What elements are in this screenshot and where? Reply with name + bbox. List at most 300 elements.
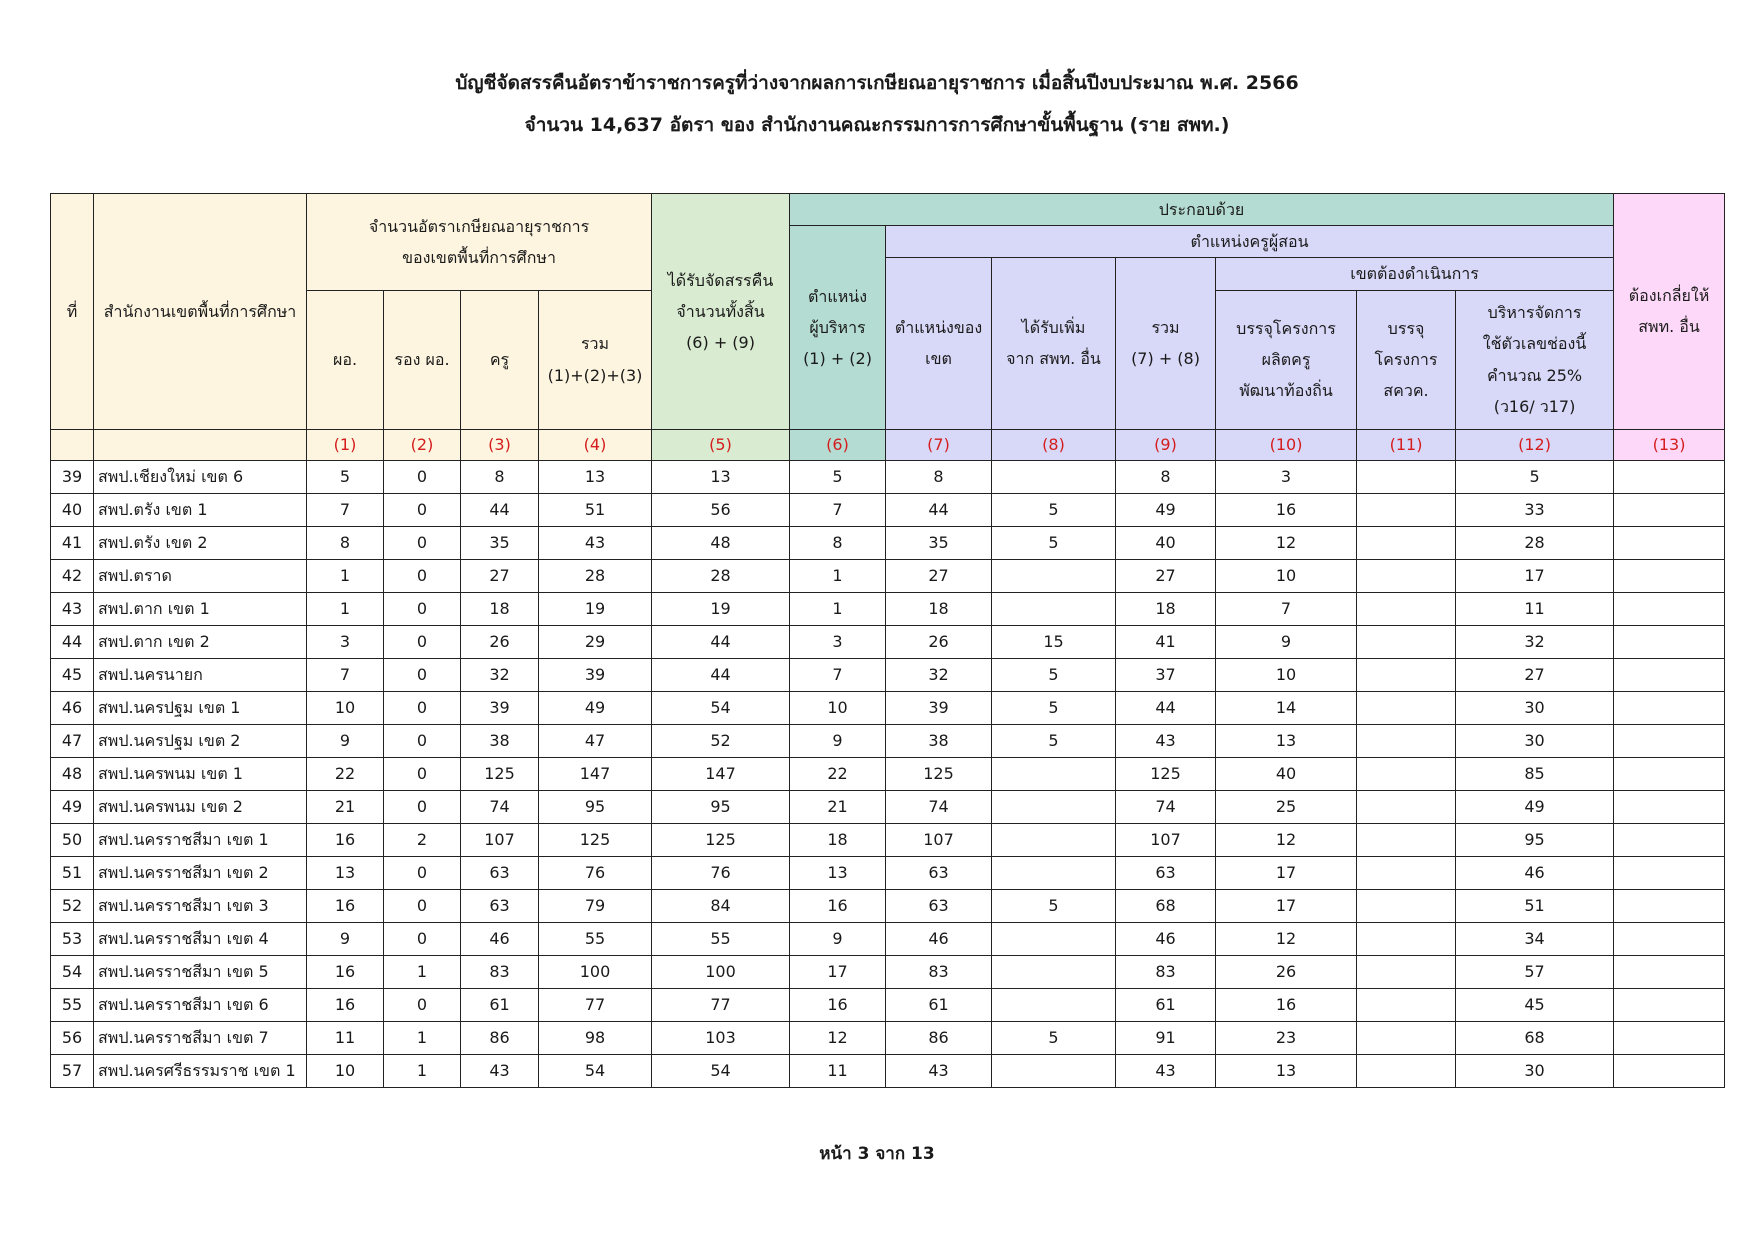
table-row	[51, 493, 1725, 526]
value-cell: 63	[461, 889, 539, 922]
header-deputy: รอง ผอ.	[384, 290, 461, 429]
office-name-cell: สพป.นครราชสีมา เขต 2	[94, 856, 307, 889]
row-number-cell: 50	[51, 823, 94, 856]
value-cell: 86	[886, 1021, 992, 1054]
header-teacher: ครู	[461, 290, 539, 429]
value-cell: 28	[652, 559, 790, 592]
value-cell: 16	[307, 823, 384, 856]
value-cell: 43	[539, 526, 652, 559]
value-cell: 83	[461, 955, 539, 988]
value-cell: 95	[1456, 823, 1614, 856]
col-number: (13)	[1614, 429, 1725, 460]
value-cell: 22	[790, 757, 886, 790]
value-cell: 15	[992, 625, 1116, 658]
value-cell: 9	[307, 922, 384, 955]
value-cell: 13	[539, 460, 652, 493]
value-cell: 125	[461, 757, 539, 790]
value-cell: 10	[790, 691, 886, 724]
value-cell	[1614, 625, 1725, 658]
value-cell: 30	[1456, 1054, 1614, 1087]
header-total-5: ได้รับจัดสรรคืน จำนวนทั้งสิ้น (6) + (9)	[652, 194, 790, 430]
value-cell: 32	[461, 658, 539, 691]
value-cell: 8	[886, 460, 992, 493]
value-cell: 8	[790, 526, 886, 559]
value-cell: 21	[790, 790, 886, 823]
value-cell: 10	[1216, 658, 1357, 691]
table-row	[51, 460, 1725, 493]
value-cell	[992, 790, 1116, 823]
value-cell: 7	[790, 493, 886, 526]
value-cell	[992, 955, 1116, 988]
value-cell	[1357, 526, 1456, 559]
header-admin-6: ตำแหน่ง ผู้บริหาร (1) + (2)	[790, 226, 886, 429]
value-cell: 51	[539, 493, 652, 526]
header-extra-8: ได้รับเพิ่ม จาก สพท. อื่น	[992, 258, 1116, 429]
value-cell: 46	[1456, 856, 1614, 889]
col-number: (4)	[539, 429, 652, 460]
value-cell: 1	[790, 592, 886, 625]
value-cell: 48	[652, 526, 790, 559]
row-number-cell: 56	[51, 1021, 94, 1054]
value-cell: 0	[384, 922, 461, 955]
value-cell: 147	[652, 757, 790, 790]
value-cell: 19	[652, 592, 790, 625]
value-cell	[1357, 790, 1456, 823]
value-cell: 44	[652, 625, 790, 658]
value-cell: 0	[384, 460, 461, 493]
value-cell: 57	[1456, 955, 1614, 988]
value-cell	[1357, 460, 1456, 493]
row-number-cell: 46	[51, 691, 94, 724]
value-cell	[992, 922, 1116, 955]
office-name-cell: สพป.ตราด	[94, 559, 307, 592]
table-row	[51, 922, 1725, 955]
table-row	[51, 658, 1725, 691]
value-cell: 74	[886, 790, 992, 823]
value-cell: 125	[1116, 757, 1216, 790]
value-cell: 9	[307, 724, 384, 757]
value-cell: 13	[790, 856, 886, 889]
value-cell: 54	[539, 1054, 652, 1087]
value-cell: 17	[790, 955, 886, 988]
document-subtitle: จำนวน 14,637 อัตรา ของ สำนักงานคณะกรรมการการศึกษาขั้นพื้นฐาน (ราย สพท.)	[524, 114, 1230, 136]
value-cell: 28	[1456, 526, 1614, 559]
table-row	[51, 559, 1725, 592]
value-cell: 1	[384, 1021, 461, 1054]
value-cell: 19	[539, 592, 652, 625]
value-cell: 16	[307, 988, 384, 1021]
row-number-cell: 41	[51, 526, 94, 559]
value-cell	[1357, 658, 1456, 691]
value-cell: 26	[1216, 955, 1357, 988]
value-cell: 28	[539, 559, 652, 592]
header-col-10: บรรจุโครงการ ผลิตครู พัฒนาท้องถิ่น	[1216, 290, 1357, 429]
value-cell: 16	[307, 889, 384, 922]
table-row	[51, 889, 1725, 922]
value-cell: 5	[992, 889, 1116, 922]
header-col-12: บริหารจัดการ ใช้ตัวเลขช่องนี้ คำนวณ 25% (ว16/ ว17)	[1456, 290, 1614, 429]
value-cell: 68	[1116, 889, 1216, 922]
value-cell: 74	[1116, 790, 1216, 823]
row-number-cell: 39	[51, 460, 94, 493]
col-number: (8)	[992, 429, 1116, 460]
value-cell: 49	[1116, 493, 1216, 526]
value-cell: 27	[461, 559, 539, 592]
value-cell: 8	[307, 526, 384, 559]
value-cell: 11	[1456, 592, 1614, 625]
value-cell: 10	[307, 691, 384, 724]
value-cell: 18	[790, 823, 886, 856]
value-cell: 0	[384, 493, 461, 526]
value-cell	[992, 988, 1116, 1021]
value-cell: 1	[307, 559, 384, 592]
value-cell	[1357, 559, 1456, 592]
header-office: สำนักงานเขตพื้นที่การศึกษา	[94, 194, 307, 430]
value-cell: 3	[1216, 460, 1357, 493]
value-cell	[1614, 988, 1725, 1021]
header-col-13: ต้องเกลี่ยให้ สพท. อื่น	[1614, 194, 1725, 430]
value-cell: 11	[307, 1021, 384, 1054]
value-cell: 54	[652, 1054, 790, 1087]
value-cell: 30	[1456, 691, 1614, 724]
document-title: บัญชีจัดสรรคืนอัตราข้าราชการครูที่ว่างจากผลการเกษียณอายุราชการ เมื่อสิ้นปีงบประมาณ พ.ศ. 2566	[455, 72, 1299, 94]
value-cell: 1	[384, 955, 461, 988]
value-cell: 95	[652, 790, 790, 823]
header-consist: ประกอบด้วย	[790, 194, 1614, 226]
header-must-do: เขตต้องดำเนินการ	[1216, 258, 1614, 290]
office-name-cell: สพป.ตรัง เขต 2	[94, 526, 307, 559]
value-cell: 27	[886, 559, 992, 592]
table-row	[51, 724, 1725, 757]
value-cell: 52	[652, 724, 790, 757]
value-cell: 0	[384, 889, 461, 922]
value-cell: 35	[886, 526, 992, 559]
office-name-cell: สพป.นครราชสีมา เขต 6	[94, 988, 307, 1021]
value-cell: 16	[790, 889, 886, 922]
value-cell: 49	[1456, 790, 1614, 823]
value-cell: 5	[790, 460, 886, 493]
value-cell: 32	[886, 658, 992, 691]
value-cell	[1357, 922, 1456, 955]
value-cell: 0	[384, 988, 461, 1021]
office-name-cell: สพป.ตรัง เขต 1	[94, 493, 307, 526]
value-cell: 85	[1456, 757, 1614, 790]
table-row	[51, 1054, 1725, 1087]
value-cell: 76	[539, 856, 652, 889]
value-cell: 33	[1456, 493, 1614, 526]
value-cell: 17	[1456, 559, 1614, 592]
value-cell: 32	[1456, 625, 1614, 658]
value-cell: 8	[461, 460, 539, 493]
value-cell: 12	[1216, 526, 1357, 559]
row-number-cell: 49	[51, 790, 94, 823]
col-number: (10)	[1216, 429, 1357, 460]
value-cell: 61	[1116, 988, 1216, 1021]
row-number-cell: 42	[51, 559, 94, 592]
office-name-cell: สพป.นครราชสีมา เขต 1	[94, 823, 307, 856]
value-cell: 0	[384, 625, 461, 658]
value-cell	[1614, 889, 1725, 922]
value-cell: 84	[652, 889, 790, 922]
value-cell	[1614, 559, 1725, 592]
value-cell	[1614, 691, 1725, 724]
value-cell: 21	[307, 790, 384, 823]
col-number: (9)	[1116, 429, 1216, 460]
table-row	[51, 625, 1725, 658]
value-cell: 0	[384, 658, 461, 691]
value-cell: 2	[384, 823, 461, 856]
value-cell: 43	[1116, 1054, 1216, 1087]
value-cell: 103	[652, 1021, 790, 1054]
value-cell: 13	[652, 460, 790, 493]
value-cell: 27	[1456, 658, 1614, 691]
value-cell	[1614, 955, 1725, 988]
value-cell: 7	[790, 658, 886, 691]
value-cell	[1357, 1054, 1456, 1087]
value-cell: 9	[1216, 625, 1357, 658]
office-name-cell: สพป.เชียงใหม่ เขต 6	[94, 460, 307, 493]
row-number-cell: 57	[51, 1054, 94, 1087]
col-number: (12)	[1456, 429, 1614, 460]
value-cell: 9	[790, 724, 886, 757]
value-cell: 5	[992, 526, 1116, 559]
header-own-7: ตำแหน่งของ เขต	[886, 258, 992, 429]
value-cell: 10	[1216, 559, 1357, 592]
value-cell: 0	[384, 724, 461, 757]
value-cell: 44	[1116, 691, 1216, 724]
value-cell: 0	[384, 592, 461, 625]
col-number: (5)	[652, 429, 790, 460]
col-number: (6)	[790, 429, 886, 460]
value-cell: 76	[652, 856, 790, 889]
value-cell: 5	[992, 1021, 1116, 1054]
row-number-cell: 40	[51, 493, 94, 526]
value-cell: 13	[307, 856, 384, 889]
value-cell: 77	[652, 988, 790, 1021]
col-number: (11)	[1357, 429, 1456, 460]
value-cell: 91	[1116, 1021, 1216, 1054]
row-number-cell: 48	[51, 757, 94, 790]
value-cell	[1357, 988, 1456, 1021]
table-row	[51, 955, 1725, 988]
row-number-cell: 52	[51, 889, 94, 922]
value-cell: 13	[1216, 724, 1357, 757]
value-cell	[1357, 592, 1456, 625]
row-number-cell: 53	[51, 922, 94, 955]
row-number-cell: 55	[51, 988, 94, 1021]
value-cell: 16	[790, 988, 886, 1021]
value-cell	[992, 559, 1116, 592]
value-cell: 16	[1216, 988, 1357, 1021]
value-cell: 47	[539, 724, 652, 757]
value-cell	[1614, 1021, 1725, 1054]
value-cell: 0	[384, 559, 461, 592]
value-cell	[1357, 1021, 1456, 1054]
value-cell: 86	[461, 1021, 539, 1054]
value-cell: 39	[539, 658, 652, 691]
value-cell: 7	[307, 658, 384, 691]
value-cell	[1614, 790, 1725, 823]
col-number: (7)	[886, 429, 992, 460]
value-cell: 29	[539, 625, 652, 658]
row-number-cell: 44	[51, 625, 94, 658]
header-director: ผอ.	[307, 290, 384, 429]
value-cell: 5	[1456, 460, 1614, 493]
office-name-cell: สพป.นครราชสีมา เขต 5	[94, 955, 307, 988]
value-cell: 0	[384, 757, 461, 790]
value-cell: 0	[384, 856, 461, 889]
value-cell: 12	[1216, 823, 1357, 856]
value-cell: 40	[1216, 757, 1357, 790]
office-name-cell: สพป.นครราชสีมา เขต 7	[94, 1021, 307, 1054]
value-cell: 0	[384, 526, 461, 559]
value-cell: 16	[307, 955, 384, 988]
value-cell	[1357, 889, 1456, 922]
value-cell	[1614, 526, 1725, 559]
value-cell: 107	[461, 823, 539, 856]
value-cell: 14	[1216, 691, 1357, 724]
column-number-row	[51, 429, 1725, 460]
office-name-cell: สพป.นครปฐม เขต 1	[94, 691, 307, 724]
value-cell: 12	[1216, 922, 1357, 955]
value-cell	[1614, 592, 1725, 625]
value-cell: 8	[1116, 460, 1216, 493]
row-number-cell: 45	[51, 658, 94, 691]
value-cell: 63	[886, 889, 992, 922]
value-cell: 43	[886, 1054, 992, 1087]
value-cell: 61	[461, 988, 539, 1021]
value-cell: 63	[461, 856, 539, 889]
value-cell: 125	[539, 823, 652, 856]
value-cell: 44	[461, 493, 539, 526]
value-cell: 44	[652, 658, 790, 691]
value-cell: 22	[307, 757, 384, 790]
office-name-cell: สพป.นครพนม เขต 2	[94, 790, 307, 823]
value-cell: 17	[1216, 856, 1357, 889]
value-cell	[1357, 823, 1456, 856]
value-cell	[1357, 691, 1456, 724]
table-row	[51, 592, 1725, 625]
header-no: ที่	[51, 194, 94, 430]
value-cell: 77	[539, 988, 652, 1021]
value-cell: 3	[307, 625, 384, 658]
value-cell: 7	[307, 493, 384, 526]
value-cell	[992, 757, 1116, 790]
value-cell: 1	[384, 1054, 461, 1087]
office-name-cell: สพป.นครปฐม เขต 2	[94, 724, 307, 757]
value-cell: 10	[307, 1054, 384, 1087]
office-name-cell: สพป.นครศรีธรรมราช เขต 1	[94, 1054, 307, 1087]
value-cell: 35	[461, 526, 539, 559]
table-row	[51, 823, 1725, 856]
page-footer: หน้า 3 จาก 13	[819, 1144, 935, 1164]
value-cell	[1357, 493, 1456, 526]
table-row	[51, 757, 1725, 790]
value-cell	[992, 823, 1116, 856]
value-cell: 5	[992, 691, 1116, 724]
value-cell	[1357, 625, 1456, 658]
value-cell: 100	[539, 955, 652, 988]
value-cell: 56	[652, 493, 790, 526]
header-retire-group: จำนวนอัตราเกษียณอายุราชการ ของเขตพื้นที่การศึกษา	[307, 194, 652, 291]
table-row	[51, 691, 1725, 724]
value-cell: 25	[1216, 790, 1357, 823]
value-cell: 74	[461, 790, 539, 823]
value-cell: 63	[886, 856, 992, 889]
value-cell	[1614, 658, 1725, 691]
value-cell: 95	[539, 790, 652, 823]
value-cell: 5	[992, 658, 1116, 691]
office-name-cell: สพป.นครนายก	[94, 658, 307, 691]
value-cell: 46	[886, 922, 992, 955]
row-number-cell: 47	[51, 724, 94, 757]
value-cell	[992, 856, 1116, 889]
value-cell: 54	[652, 691, 790, 724]
value-cell: 23	[1216, 1021, 1357, 1054]
value-cell	[1614, 757, 1725, 790]
value-cell	[992, 460, 1116, 493]
value-cell: 5	[992, 493, 1116, 526]
col-number: (2)	[384, 429, 461, 460]
table-row	[51, 988, 1725, 1021]
value-cell: 9	[790, 922, 886, 955]
value-cell: 11	[790, 1054, 886, 1087]
col-number: (3)	[461, 429, 539, 460]
value-cell: 107	[886, 823, 992, 856]
value-cell	[1357, 955, 1456, 988]
table-row	[51, 1021, 1725, 1054]
table-row	[51, 790, 1725, 823]
value-cell: 107	[1116, 823, 1216, 856]
value-cell: 51	[1456, 889, 1614, 922]
value-cell: 27	[1116, 559, 1216, 592]
value-cell: 100	[652, 955, 790, 988]
col-number: (1)	[307, 429, 384, 460]
value-cell: 46	[461, 922, 539, 955]
office-name-cell: สพป.นครราชสีมา เขต 4	[94, 922, 307, 955]
value-cell: 98	[539, 1021, 652, 1054]
value-cell: 79	[539, 889, 652, 922]
value-cell: 41	[1116, 625, 1216, 658]
value-cell: 39	[461, 691, 539, 724]
value-cell: 17	[1216, 889, 1357, 922]
header-sum-9: รวม (7) + (8)	[1116, 258, 1216, 429]
table-row	[51, 856, 1725, 889]
value-cell: 43	[461, 1054, 539, 1087]
value-cell: 39	[886, 691, 992, 724]
value-cell	[1614, 922, 1725, 955]
value-cell	[1614, 493, 1725, 526]
office-name-cell: สพป.ตาก เขต 1	[94, 592, 307, 625]
value-cell: 38	[886, 724, 992, 757]
value-cell: 26	[886, 625, 992, 658]
value-cell: 18	[886, 592, 992, 625]
value-cell: 34	[1456, 922, 1614, 955]
value-cell: 0	[384, 691, 461, 724]
value-cell	[1357, 856, 1456, 889]
value-cell	[1614, 856, 1725, 889]
value-cell	[1614, 823, 1725, 856]
table-header	[51, 194, 1725, 461]
value-cell: 55	[652, 922, 790, 955]
value-cell: 49	[539, 691, 652, 724]
value-cell: 40	[1116, 526, 1216, 559]
value-cell: 68	[1456, 1021, 1614, 1054]
value-cell: 38	[461, 724, 539, 757]
header-col-11: บรรจุ โครงการ สควค.	[1357, 290, 1456, 429]
value-cell: 7	[1216, 592, 1357, 625]
value-cell	[1357, 724, 1456, 757]
